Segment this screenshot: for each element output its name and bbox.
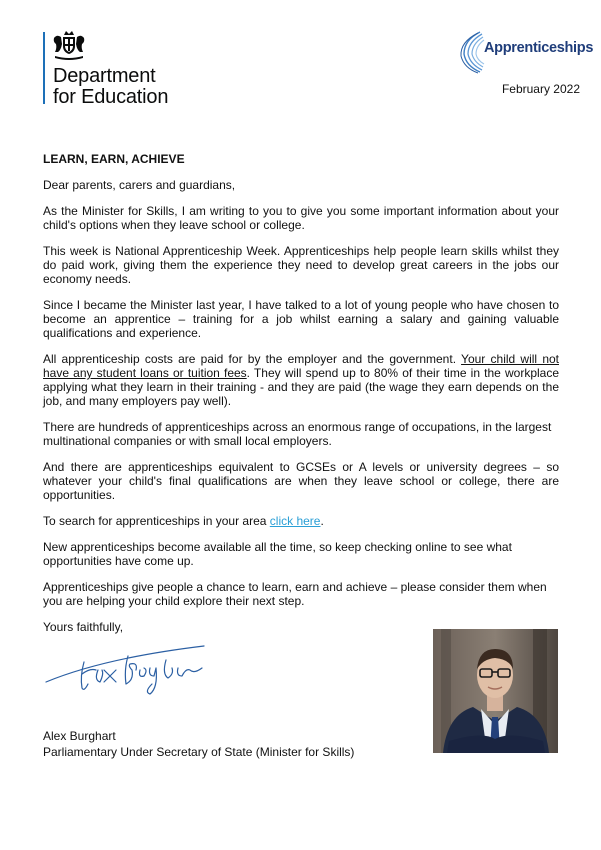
paragraph-9: Apprenticeships give people a chance to learn, earn and achieve – please consider them when you are helping your child explore their next step.: [43, 580, 547, 608]
paragraph-4-end: . They will spend up to 80% of their time in the workplace applying what they learn in their training - and they are paid (the wage they earn depends on the job, and many employers pay well).: [43, 366, 560, 408]
apprenticeships-logo: [458, 30, 594, 76]
dfe-logo: [43, 30, 183, 108]
paragraph-7-end: .: [320, 514, 324, 528]
dfe-logo-text: [53, 66, 168, 108]
paragraph-5: There are hundreds of apprenticeships across an enormous range of occupations, in the largest multinational companies or with small local employers.: [43, 420, 552, 448]
paragraph-4-start: All apprenticeship costs are paid for by the employer and the government.: [43, 352, 462, 366]
paragraph-7-start: To search for apprenticeships in your area: [43, 514, 270, 528]
dfe-logo-line1: Department: [53, 65, 156, 87]
paragraph-3: Since I became the Minister last year, I have talked to a lot of young people who have chosen to become an apprentice – training for a job whilst earning a salary and gaining valuable qualifications and experience.: [43, 298, 559, 340]
closing: Yours faithfully,: [43, 620, 124, 634]
paragraph-8: New apprenticeships become available all the time, so keep checking online to see what opportunities have come up.: [43, 540, 512, 568]
paragraph-6: And there are apprenticeships equivalent to GCSEs or A levels or university degrees – so whatever your child's final qualifications are when they leave school or college, there are opportunities.: [43, 460, 559, 502]
paragraph-2: This week is National Apprenticeship Week. Apprenticeships help people learn skills whilst they do paid work, giving them the experience they need to develop great careers in the jobs our economy needs.: [43, 244, 559, 286]
dfe-logo-bar: [43, 32, 45, 104]
paragraph-4: [43, 352, 559, 408]
signatory-name: Alex Burghart: [43, 729, 116, 743]
salutation: Dear parents, carers and guardians,: [43, 178, 236, 192]
signatory-title: Parliamentary Under Secretary of State (Minister for Skills): [43, 745, 355, 759]
apprenticeships-logo-text: Apprenticeships: [484, 40, 594, 56]
paragraph-4-emphasis: Your child will not have any student loans or tuition fees: [43, 352, 559, 380]
click-here-link[interactable]: click here: [269, 514, 321, 528]
dfe-logo-line2: for Education: [53, 86, 169, 108]
letter-body: [43, 152, 559, 646]
handwritten-signature: [44, 640, 214, 716]
paragraph-1: As the Minister for Skills, I am writing to you to give you some important information about your child's options when they leave school or college.: [43, 204, 559, 232]
royal-coat-of-arms-icon: [51, 30, 87, 62]
minister-portrait-photo: [433, 629, 558, 753]
letter-date: February 2022: [501, 82, 580, 96]
paragraph-7: [43, 514, 559, 528]
letter-heading: LEARN, EARN, ACHIEVE: [43, 152, 185, 166]
